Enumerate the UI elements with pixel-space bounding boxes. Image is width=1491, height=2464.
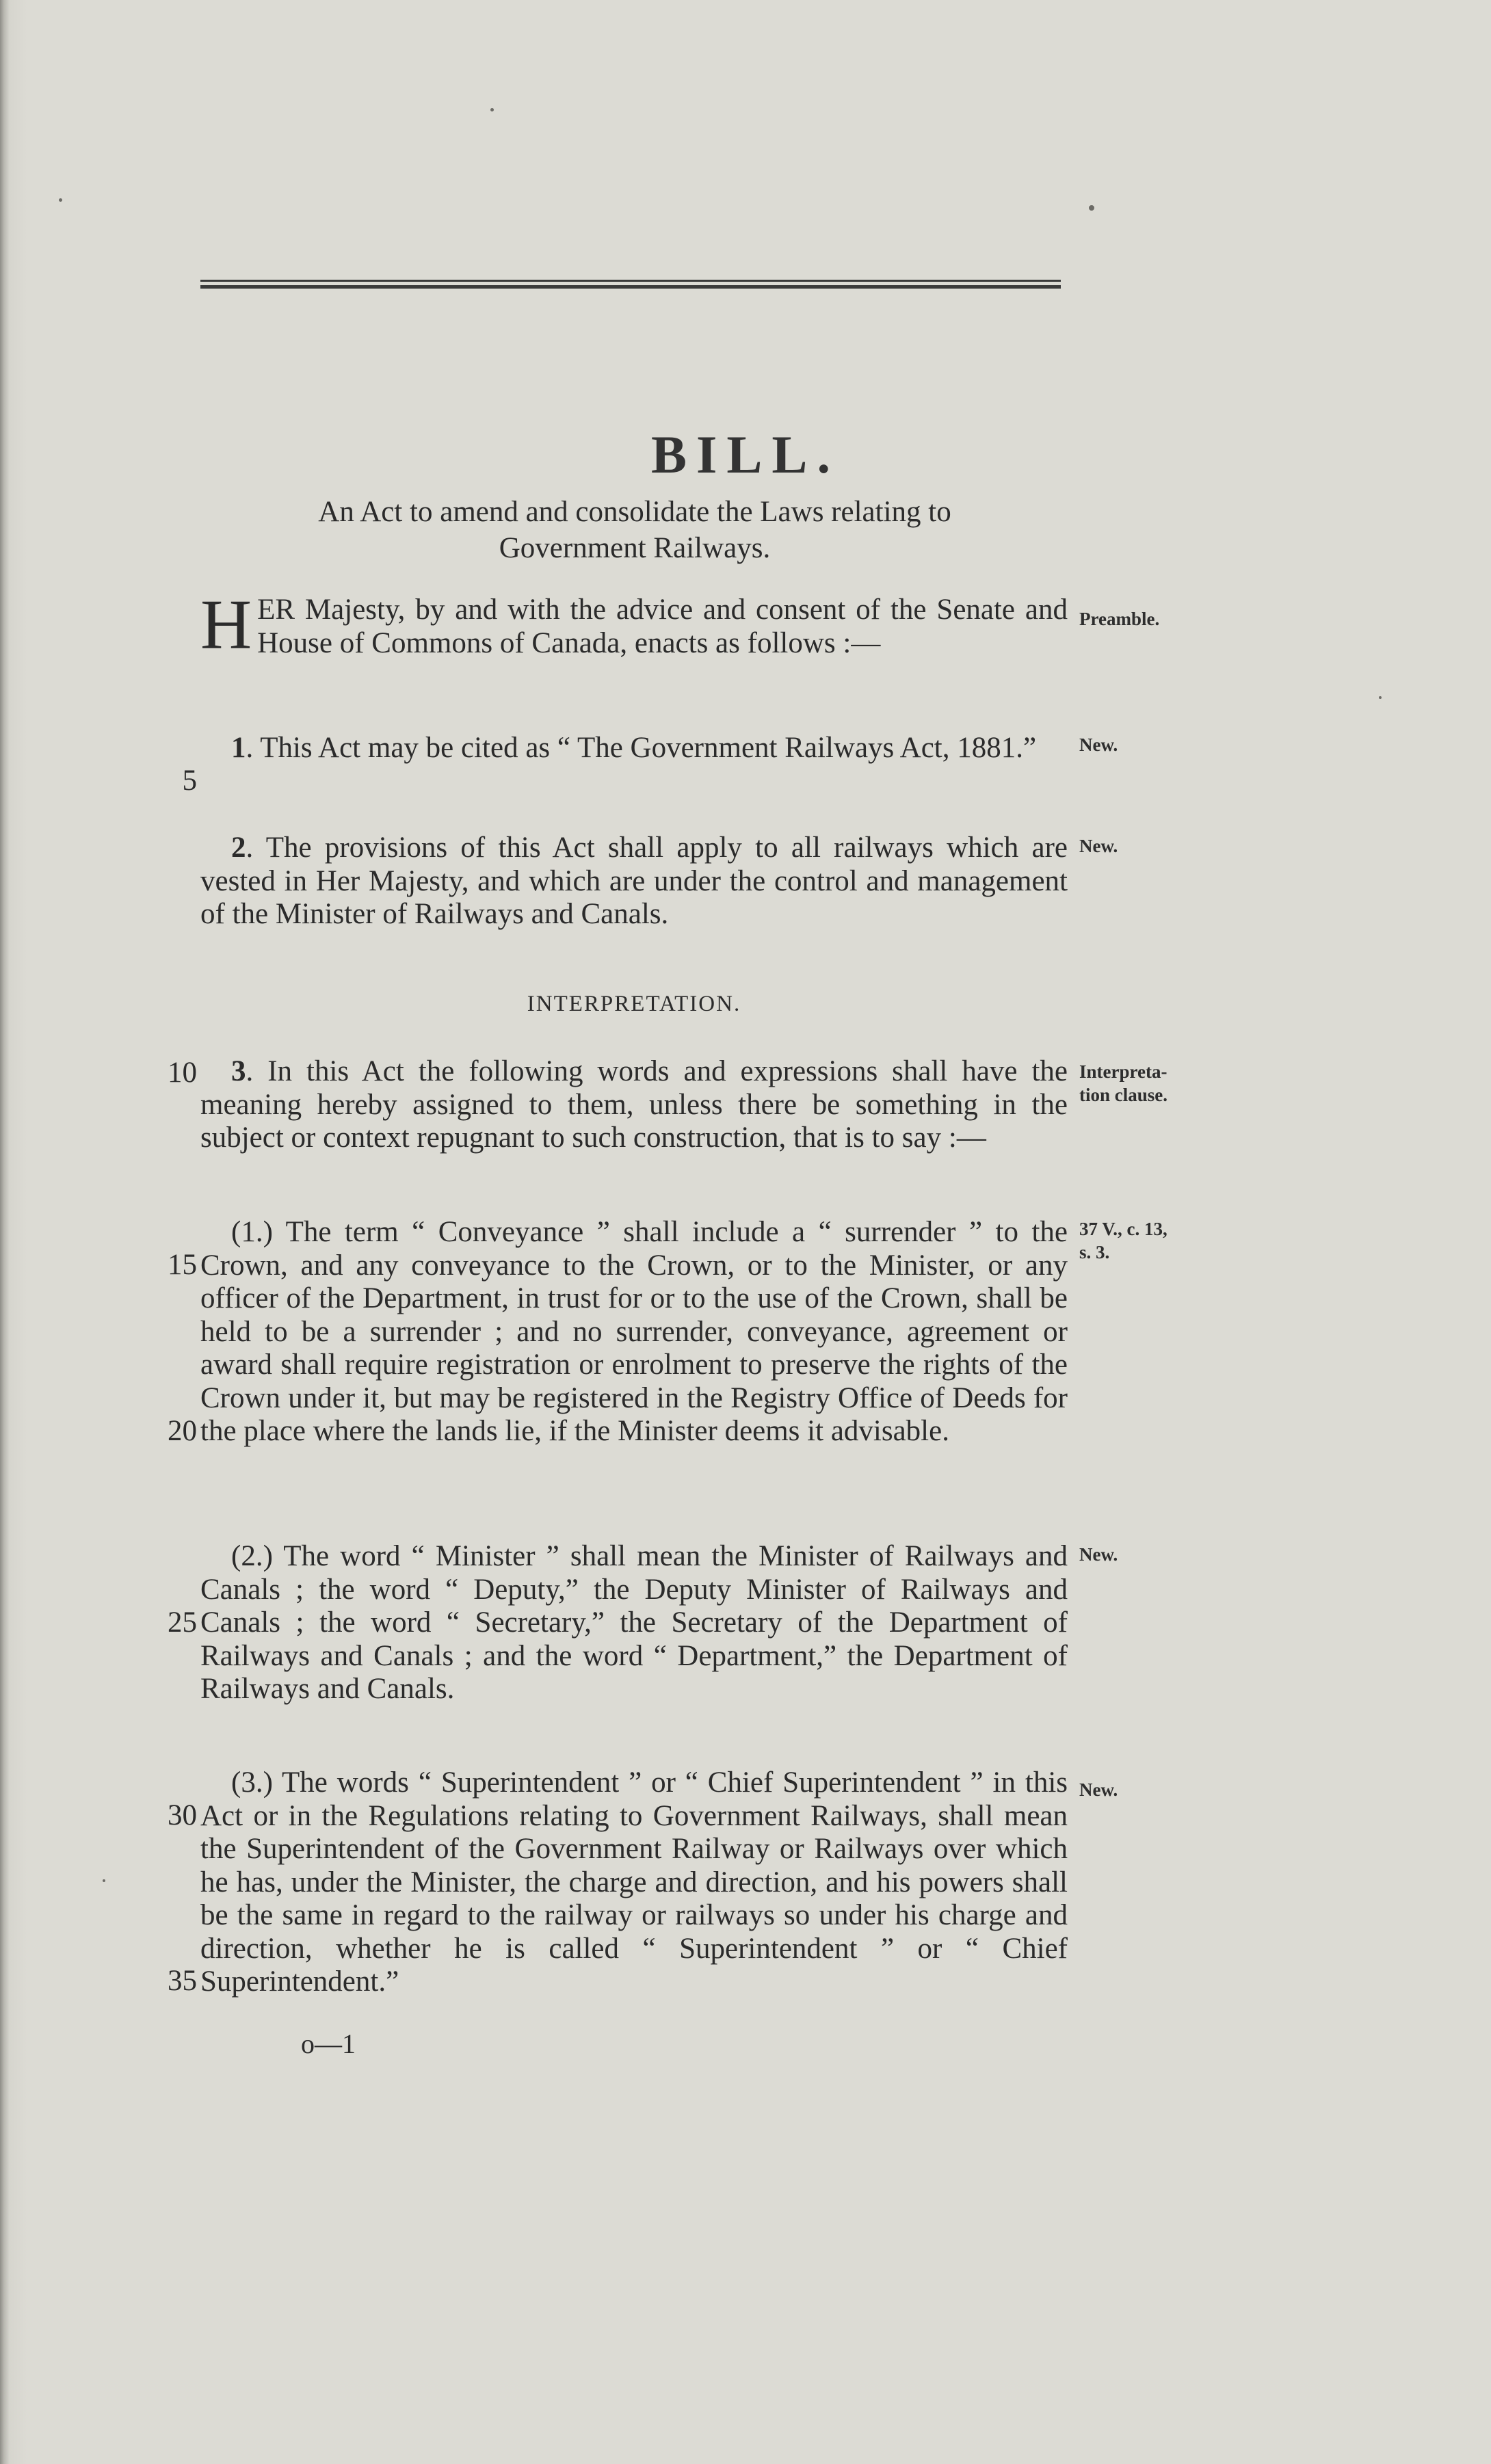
section-1-number: 1	[231, 732, 246, 764]
bill-title: BILL.	[651, 425, 840, 484]
section-3-text: . In this Act the following words and expressions shall have the meaning hereby assigned to them, unless there be something in the subject or context repugnant to such construction, that is to say :—	[200, 1055, 1068, 1154]
sidenote-section-3-line-1: Interpreta-	[1079, 1061, 1167, 1082]
section-1	[200, 732, 1068, 765]
preamble-text: ER Majesty, by and with the advice and consent of the Senate and House of Commons of Canada, enacts as follows :—	[257, 594, 1068, 659]
clause-2-text: (2.) The word “ Minister ” shall mean the Minister of Railways and Canals ; the word “ Deputy,” the Deputy Minister of Railways and Canals ; the word “ Secretary,” the Secretary of the Department of Railways and Canals ; and the word “ Department,” the Department of Railways and Canals.	[200, 1540, 1068, 1705]
paper-speck	[1089, 205, 1094, 211]
clause-3	[200, 1766, 1068, 1999]
signature-mark: o—1	[301, 2028, 356, 2059]
clause-1-text: (1.) The term “ Conveyance ” shall include a “ surrender ” to the Crown, and any conveyance to the Crown, or to the Minister, or any officer of the Department, in trust for or to the use of the Crown, shall be held to be a surrender ; and no surrender, conveyance, agreement or award shall require registration or enrolment to preserve the rights of the Crown under it, but may be registered in the Registry Office of Deeds for the place where the lands lie, if the Minister deems it advisable.	[200, 1216, 1068, 1447]
clause-2	[200, 1540, 1068, 1706]
dropcap-letter: H	[200, 585, 252, 664]
sidenote-section-3-line-2: tion clause.	[1079, 1085, 1168, 1105]
subtitle-line-2: Government Railways.	[499, 532, 771, 564]
rule-line-thick	[200, 285, 1061, 289]
top-double-rule	[200, 280, 1061, 289]
line-number-15: 15	[168, 1249, 197, 1281]
sidenote-clause-1-line-2: s. 3.	[1079, 1242, 1110, 1262]
section-2-text: . The provisions of this Act shall apply to all railways which are vested in Her Majesty, and which are under the control and management of the Minister of Railways and Canals.	[200, 832, 1068, 930]
sidenote-clause-3: New.	[1079, 1779, 1118, 1800]
sidenote-section-1: New.	[1079, 734, 1118, 755]
sidenote-preamble: Preamble.	[1079, 609, 1160, 629]
line-number-5: 5	[182, 765, 197, 797]
section-2	[200, 832, 1068, 931]
section-1-text: . This Act may be cited as “ The Government Railways Act, 1881.”	[246, 732, 1037, 764]
paper-speck	[1379, 696, 1382, 699]
section-3	[200, 1055, 1068, 1155]
sidenote-section-2: New.	[1079, 836, 1118, 856]
clause-1	[200, 1216, 1068, 1448]
sidenote-clause-1	[1079, 1217, 1167, 1264]
subtitle-line-1: An Act to amend and consolidate the Laws relating to	[318, 496, 951, 528]
line-number-35: 35	[168, 1965, 197, 1997]
paper-speck	[103, 1879, 105, 1882]
line-number-10: 10	[168, 1057, 197, 1089]
section-3-number: 3	[231, 1055, 246, 1087]
line-number-25: 25	[168, 1606, 197, 1639]
preamble-paragraph	[200, 585, 1068, 664]
interpretation-heading: INTERPRETATION.	[527, 992, 741, 1016]
rule-line-thin	[200, 280, 1061, 282]
bill-subtitle	[200, 494, 1069, 566]
sidenote-clause-2: New.	[1079, 1544, 1118, 1565]
line-number-20: 20	[168, 1415, 197, 1447]
sidenote-section-3	[1079, 1060, 1167, 1107]
paper-speck	[490, 108, 494, 111]
line-number-30: 30	[168, 1799, 197, 1831]
section-2-number: 2	[231, 832, 246, 864]
sidenote-clause-1-line-1: 37 V., c. 13,	[1079, 1219, 1167, 1239]
paper-speck	[59, 198, 62, 202]
clause-3-text: (3.) The words “ Superintendent ” or “ Chief Superintendent ” in this Act or in the Regulations relating to Government Railways, shall mean the Superintendent of the Government Railway or Railways over which he has, under the Minister, the charge and direction, and his powers shall be the same in regard to the railway or railways so under his charge and direction, whether he is called “ Superintendent ” or “ Chief Superintendent.”	[200, 1766, 1068, 1998]
